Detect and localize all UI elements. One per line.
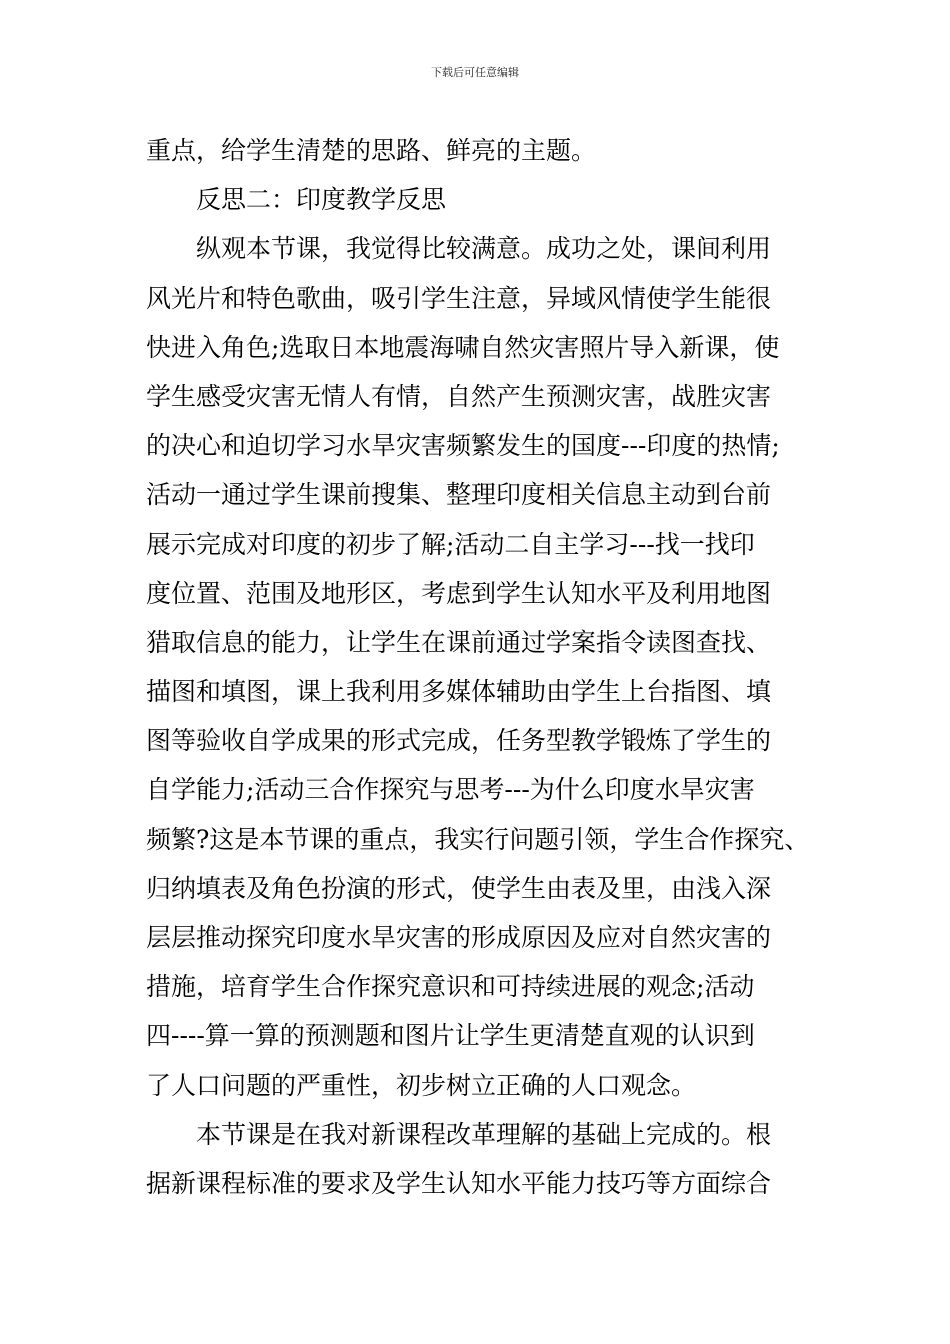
text-line: 纵观本节课，我觉得比较满意。成功之处，课间利用 <box>196 234 772 264</box>
text-line: 图等验收自学成果的形式完成，任务型教学锻炼了学生的 <box>146 726 772 756</box>
text-line: 四----算一算的预测题和图片让学生更清楚直观的认识到 <box>146 1021 755 1051</box>
text-line: 学生感受灾害无情人有情，自然产生预测灾害，战胜灾害 <box>146 381 772 411</box>
text-line: 重点，给学生清楚的思路、鲜亮的主题。 <box>146 136 597 165</box>
text-line: 猎取信息的能力，让学生在课前通过学案指令读图查找、 <box>146 627 772 657</box>
text-line: 风光片和特色歌曲，吸引学生注意，异域风情使学生能很 <box>146 283 772 313</box>
text-line: 描图和填图，课上我利用多媒体辅助由学生上台指图、填 <box>146 677 772 707</box>
text-line: 措施，培育学生合作探究意识和可持续进展的观念;活动 <box>146 972 755 1002</box>
text-line: 度位置、范围及地形区，考虑到学生认知水平及利用地图 <box>146 578 772 608</box>
text-line: 归纳填表及角色扮演的形式，使学生由表及里，由浅入深 <box>146 873 772 903</box>
text-line: 自学能力;活动三合作探究与思考---为什么印度水旱灾害 <box>146 775 755 805</box>
text-line: 反思二：印度教学反思 <box>196 185 447 215</box>
text-line: 本节课是在我对新课程改革理解的基础上完成的。根 <box>196 1119 772 1149</box>
text-line: 据新课程标准的要求及学生认知水平能力技巧等方面综合 <box>146 1168 772 1198</box>
document-body <box>146 126 810 1208</box>
text-line: 了人口问题的严重性，初步树立正确的人口观念。 <box>146 1070 697 1100</box>
text-line: 的决心和迫切学习水旱灾害频繁发生的国度---印度的热情; <box>146 431 780 461</box>
page-header: 下载后可任意编辑 <box>431 66 519 79</box>
text-line: 频繁?这是本节课的重点，我实行问题引领，学生合作探究、 <box>146 824 810 854</box>
text-line: 层层推动探究印度水旱灾害的形成原因及应对自然灾害的 <box>146 923 772 952</box>
text-line: 展示完成对印度的初步了解;活动二自主学习---找一找印 <box>146 529 755 559</box>
text-line: 活动一通过学生课前搜集、整理印度相关信息主动到台前 <box>146 480 772 510</box>
text-line: 快进入角色;选取日本地震海啸自然灾害照片导入新课，使 <box>146 332 780 362</box>
